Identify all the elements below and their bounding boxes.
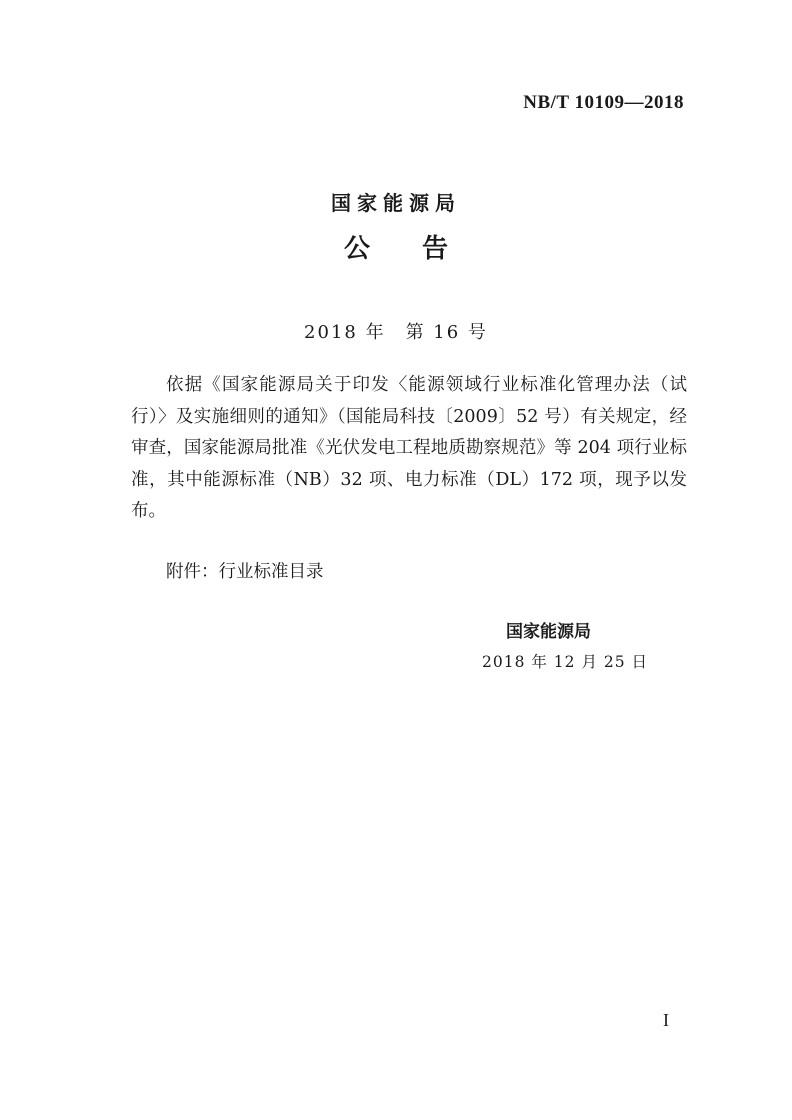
signature-date: 2018 年 12 月 25 日 [482, 653, 649, 671]
notice-number: 2018 年 第 16 号 [304, 322, 488, 343]
notice-body [131, 370, 687, 528]
attachment-line: 附件：行业标准目录 [166, 562, 324, 582]
page-number: I [663, 1010, 669, 1030]
notice-body-paragraph: 依据《国家能源局关于印发〈能源领域行业标准化管理办法（试行）〉及实施细则的通知》（国能局科技〔2009〕52 号）有关规定，经审查，国家能源局批准《光伏发电工程地质勘察规范》等 204 项行业标准，其中能源标准（NB）32 项、电力标准（DL）172 项，现予以发布。 [131, 375, 687, 522]
notice-title: 公告 [343, 234, 500, 264]
issuing-organization: 国家能源局 [331, 191, 461, 215]
standard-code: NB/T 10109—2018 [523, 92, 684, 113]
signature-organization: 国家能源局 [506, 622, 591, 642]
